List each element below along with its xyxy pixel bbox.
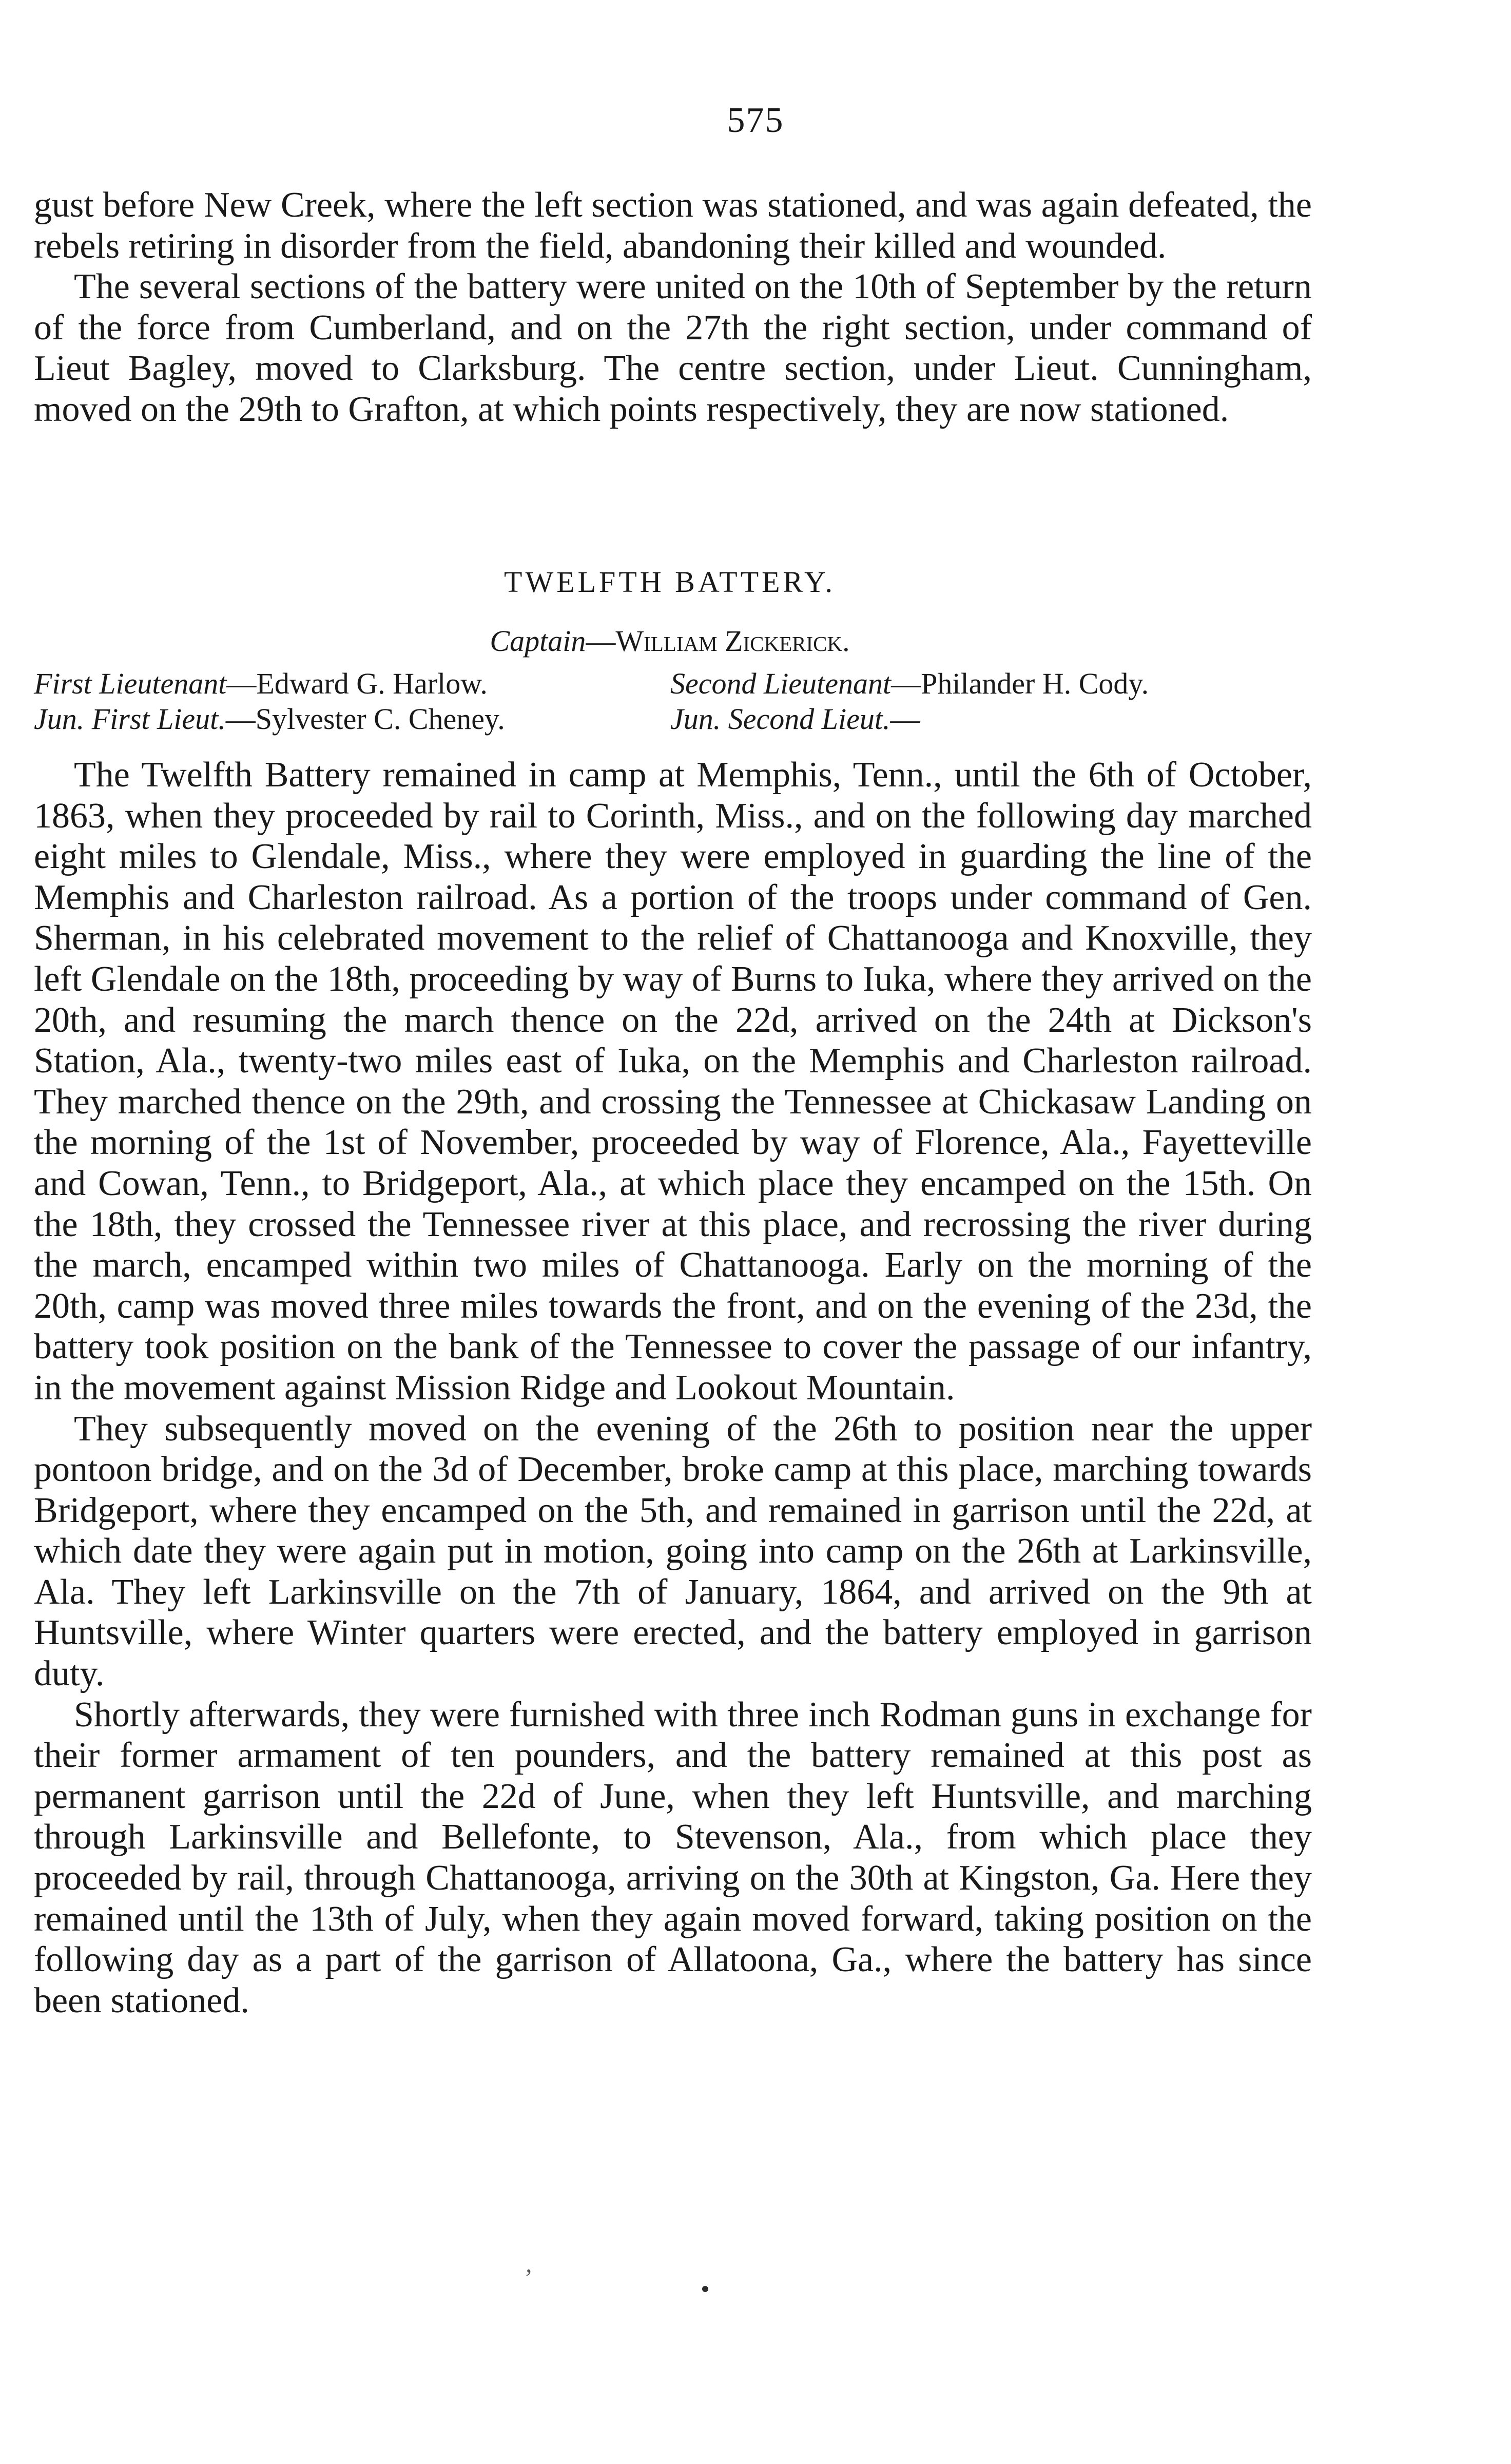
junior-second-lieutenant-line: Jun. Second Lieut.—	[670, 702, 920, 736]
junior-second-lieutenant-title: Jun. Second Lieut.	[670, 702, 890, 736]
paragraph: The several sections of the battery were united on the 10th of September by the return of the force from Cumberland, and on the 27th the right section, under command of Lieut Bagley, moved to Clarksburg. The centre section, under Lieut. Cunningham, moved on the 29th to Grafton, at which points respectively, they are now stationed.	[34, 267, 1312, 429]
junior-first-lieutenant-title: Jun. First Lieut.	[34, 702, 226, 736]
paragraph: Shortly afterwards, they were furnished with three inch Rodman guns in exchange for their former armament of ten pounders, and the battery remained at this post as permanent garrison until the 22d of June, when they left Huntsville, and marching through Larkinsville and Bellefonte, to Stevenson, Ala., from which place they proceeded by rail, through Chattanooga, arriving on the 30th at Kingston, Ga. Here they remained until the 13th of July, when they again moved forward, taking position on the following day as a part of the garrison of Allatoona, Ga., where the battery has since been stationed.	[34, 1695, 1312, 2020]
main-text-block	[34, 755, 1312, 2021]
paragraph: gust before New Creek, where the left section was stationed, and was again defeated, the rebels retiring in disorder from the field, abandoning their killed and wounded.	[34, 185, 1312, 266]
junior-first-lieutenant-line: Jun. First Lieut.—Sylvester C. Cheney.	[34, 702, 505, 736]
first-lieutenant-name: Edward G. Harlow.	[256, 667, 488, 700]
captain-title: Captain	[490, 624, 586, 658]
continued-text-block	[34, 185, 1312, 430]
section-heading: TWELFTH BATTERY.	[504, 565, 836, 599]
ink-dot	[702, 2286, 708, 2292]
paragraph: The Twelfth Battery remained in camp at Memphis, Tenn., until the 6th of October, 1863, when they proceeded by rail to Corinth, Miss., and on the following day marched eight miles to Glendale, Miss., where they were employed in guarding the line of the Memphis and Charleston railroad. As a portion of the troops under command of Gen. Sherman, in his celebrated movement to the relief of Chattanooga and Knoxville, they left Glendale on the 18th, proceeding by way of Burns to Iuka, where they arrived on the 20th, and resuming the march thence on the 22d, arrived on the 24th at Dickson's Station, Ala., twenty-two miles east of Iuka, on the Memphis and Charleston railroad. They marched thence on the 29th, and crossing the Tennessee at Chickasaw Landing on the morning of the 1st of November, proceeded by way of Florence, Ala., Fayetteville and Cowan, Tenn., to Bridgeport, Ala., at which place they encamped on the 15th. On the 18th, they crossed the Tennessee river at this place, and recrossing the river during the march, encamped within two miles of Chattanooga. Early on the morning of the 20th, camp was moved three miles towards the front, and on the evening of the 23d, the battery took position on the bank of the Tennessee to cover the passage of our infantry, in the movement against Mission Ridge and Lookout Mountain.	[34, 755, 1312, 1408]
junior-first-lieutenant-name: Sylvester C. Cheney.	[255, 702, 505, 736]
first-lieutenant-title: First Lieutenant	[34, 667, 227, 700]
second-lieutenant-title: Second Lieutenant	[670, 667, 892, 700]
first-lieutenant-line: First Lieutenant—Edward G. Harlow.	[34, 667, 488, 700]
captain-name: William Zickerick.	[615, 624, 850, 658]
second-lieutenant-name: Philander H. Cody.	[921, 667, 1149, 700]
page-number: 575	[727, 101, 784, 140]
stray-mark: ,	[526, 2249, 532, 2278]
second-lieutenant-line: Second Lieutenant—Philander H. Cody.	[670, 667, 1149, 700]
paragraph: They subsequently moved on the evening of the 26th to position near the upper pontoon bridge, and on the 3d of December, broke camp at this place, marching towards Bridgeport, where they encamped on the 5th, and remained in garrison until the 22d, at which date they were again put in motion, going into camp on the 26th at Larkinsville, Ala. They left Larkinsville on the 7th of January, 1864, and arrived on the 9th at Huntsville, where Winter quarters were erected, and the battery employed in garrison duty.	[34, 1409, 1312, 1694]
captain-line: Captain—William Zickerick.	[490, 624, 850, 658]
